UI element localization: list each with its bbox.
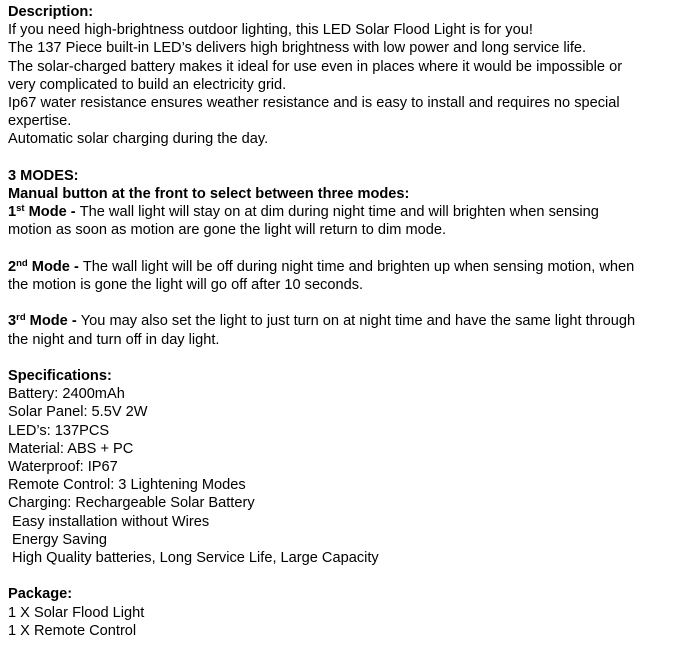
spacer (8, 240, 700, 258)
spec-line: Battery: 2400mAh (8, 386, 125, 403)
mode-number: 2 (8, 258, 17, 275)
spec-line: Remote Control: 3 Lightening Modes (8, 477, 246, 494)
mode-title: Mode - (24, 204, 80, 221)
description-line: very complicated to build an electricity grid. (8, 76, 287, 93)
package-line: 1 X Remote Control (8, 622, 137, 639)
description-section (8, 3, 700, 149)
package-heading: Package: (8, 586, 73, 603)
mode-item-1 (8, 203, 700, 239)
mode-text: You may also set the light to just turn on at night time and have the same light through (80, 313, 636, 330)
description-line: The 137 Piece built-in LED’s delivers high brightness with low power and long service life. (8, 40, 587, 57)
spec-line: Charging: Rechargeable Solar Battery (8, 495, 255, 512)
mode-text: The wall light will stay on at dim during night time and will brighten when sensing (79, 204, 599, 221)
mode-number: 1 (8, 204, 17, 221)
spacer (8, 149, 700, 167)
mode-title: Mode - (27, 258, 83, 275)
spacer (8, 349, 700, 367)
mode-number: 3 (8, 313, 17, 330)
modes-heading: 3 MODES: (8, 167, 79, 184)
spec-line: High Quality batteries, Long Service Life, Large Capacity (8, 550, 379, 567)
mode-text: the motion is gone the light will go off after 10 seconds. (8, 277, 364, 294)
modes-subheading: Manual button at the front to select between three modes: (8, 186, 410, 203)
description-line: If you need high-brightness outdoor lighting, this LED Solar Flood Light is for you! (8, 22, 533, 39)
spec-line: Waterproof: IP67 (8, 459, 118, 476)
specifications-section (8, 367, 700, 567)
mode-item-2 (8, 258, 700, 294)
spacer (8, 294, 700, 312)
mode-item-3 (8, 312, 700, 348)
mode-text: the night and turn off in day light. (8, 331, 220, 348)
mode-text: The wall light will be off during night time and brighten up when sensing motion, when (82, 258, 635, 275)
mode-ordinal-suffix: st (16, 203, 25, 215)
description-line: expertise. (8, 113, 72, 130)
description-heading: Description: (8, 4, 94, 20)
mode-ordinal-suffix: rd (16, 312, 26, 324)
package-line: 1 X Solar Flood Light (8, 604, 145, 621)
mode-ordinal-suffix: nd (16, 257, 28, 269)
spec-line: Material: ABS + PC (8, 440, 134, 457)
modes-section (8, 167, 700, 349)
description-line: Automatic solar charging during the day. (8, 131, 269, 148)
package-section (8, 585, 700, 640)
mode-text: motion as soon as motion are gone the light will return to dim mode. (8, 222, 447, 239)
description-line: The solar-charged battery makes it ideal for use even in places where it would be impossible or (8, 58, 623, 75)
description-line: Ip67 water resistance ensures weather resistance and is easy to install and requires no special (8, 95, 620, 112)
specifications-heading: Specifications: (8, 368, 112, 384)
spec-line: LED’s: 137PCS (8, 422, 110, 439)
spec-line: Energy Saving (8, 531, 107, 548)
spec-line: Easy installation without Wires (8, 513, 210, 530)
spec-line: Solar Panel: 5.5V 2W (8, 404, 148, 421)
mode-title: Mode - (25, 313, 81, 330)
spacer (8, 567, 700, 585)
